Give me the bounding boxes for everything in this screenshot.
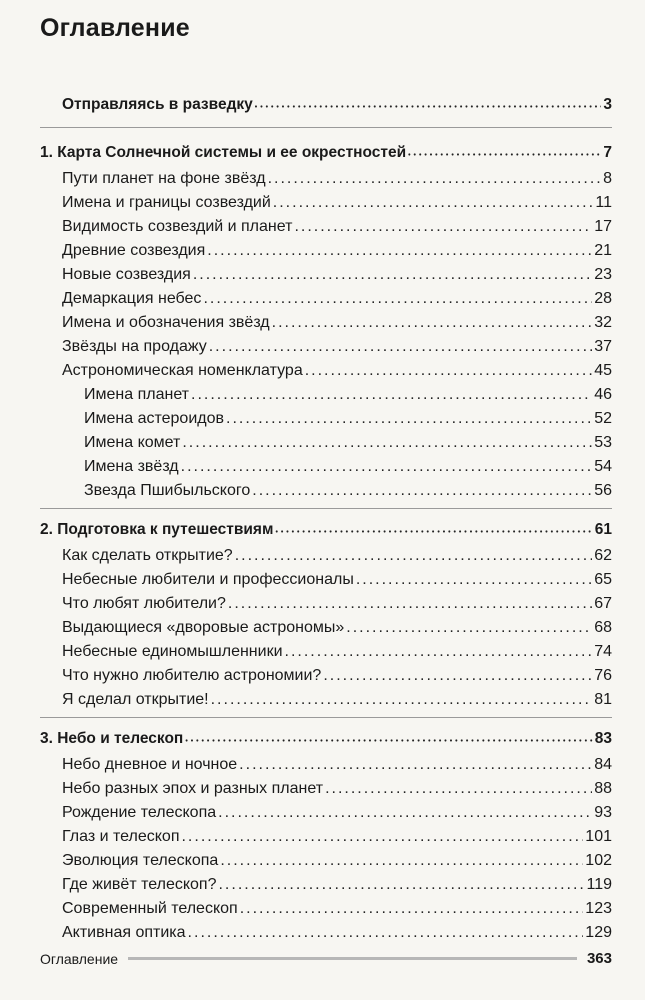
item-page: 123 <box>585 900 612 917</box>
toc-item[interactable] <box>62 570 612 590</box>
item-label: Небесные единомышленники <box>62 643 283 660</box>
toc-item[interactable] <box>62 803 612 823</box>
item-page: 102 <box>585 852 612 869</box>
toc-item[interactable] <box>62 875 612 895</box>
leader-dots <box>323 666 592 686</box>
toc-intro-page: 3 <box>603 96 612 113</box>
toc-section-2[interactable] <box>40 520 612 543</box>
leader-dots <box>209 337 592 357</box>
leader-dots <box>218 803 592 823</box>
toc-item[interactable] <box>62 642 612 662</box>
page-title: Оглавление <box>40 14 190 42</box>
leader-dots <box>207 241 592 261</box>
section-page: 61 <box>594 521 612 538</box>
divider <box>40 717 612 718</box>
item-page: 45 <box>594 362 612 379</box>
toc-item[interactable] <box>62 923 612 943</box>
item-page: 81 <box>594 691 612 708</box>
item-page: 101 <box>585 828 612 845</box>
item-label: Активная оптика <box>62 924 186 941</box>
item-page: 67 <box>594 595 612 612</box>
leader-dots <box>228 594 592 614</box>
toc-item[interactable] <box>62 755 612 775</box>
item-label: Имена комет <box>84 434 181 451</box>
item-label: Имена планет <box>84 386 190 403</box>
item-label: Видимость созвездий и планет <box>62 218 293 235</box>
item-label: Глаз и телескоп <box>62 828 180 845</box>
item-page: 28 <box>594 290 612 307</box>
item-page: 11 <box>595 194 612 211</box>
leader-dots <box>235 546 593 566</box>
section-label: 3. Небо и телескоп <box>40 730 184 747</box>
toc-item[interactable] <box>62 217 612 237</box>
item-page: 8 <box>603 170 612 187</box>
item-label: Где живёт телескоп? <box>62 876 217 893</box>
leader-dots <box>211 690 593 710</box>
item-page: 17 <box>594 218 612 235</box>
item-label: Рождение телескопа <box>62 804 217 821</box>
item-page: 129 <box>585 924 612 941</box>
page-footer <box>40 950 612 967</box>
toc-item[interactable] <box>62 779 612 799</box>
leader-dots <box>305 361 592 381</box>
item-page: 62 <box>594 547 612 564</box>
section-label: 1. Карта Солнечной системы и ее окрестностей <box>40 144 407 161</box>
toc-item[interactable] <box>62 241 612 261</box>
item-page: 32 <box>594 314 612 331</box>
toc-item[interactable] <box>62 169 612 189</box>
leader-dots <box>220 851 583 871</box>
item-label: Новые созвездия <box>62 266 191 283</box>
item-page: 76 <box>594 667 612 684</box>
toc-subitem[interactable] <box>84 433 612 453</box>
leader-dots <box>273 193 594 213</box>
footer-rule <box>128 957 577 960</box>
toc-intro-label: Отправляясь в разведку <box>62 96 253 113</box>
item-label: Современный телескоп <box>62 900 238 917</box>
leader-dots <box>239 755 592 775</box>
item-label: Небо разных эпох и разных планет <box>62 780 324 797</box>
leader-dots <box>191 385 592 405</box>
leader-dots <box>325 779 592 799</box>
leader-dots <box>240 899 584 919</box>
item-page: 37 <box>594 338 612 355</box>
toc-item[interactable] <box>62 666 612 686</box>
leader-dots <box>408 143 601 166</box>
toc-item[interactable] <box>62 289 612 309</box>
item-page: 68 <box>594 619 612 636</box>
toc-intro[interactable] <box>62 95 612 118</box>
item-page: 84 <box>594 756 612 773</box>
section-label: 2. Подготовка к путешествиям <box>40 521 274 538</box>
item-label: Пути планет на фоне звёзд <box>62 170 266 187</box>
leader-dots <box>193 265 592 285</box>
toc-subitem[interactable] <box>84 457 612 477</box>
item-label: Небесные любители и профессионалы <box>62 571 354 588</box>
item-label: Выдающиеся «дворовые астрономы» <box>62 619 345 636</box>
leader-dots <box>255 95 602 118</box>
footer-label: Оглавление <box>40 950 119 967</box>
leader-dots <box>294 217 592 237</box>
leader-dots <box>226 409 592 429</box>
leader-dots <box>356 570 592 590</box>
item-page: 88 <box>594 780 612 797</box>
toc-item[interactable] <box>62 899 612 919</box>
toc-subitem[interactable] <box>84 409 612 429</box>
toc-section-1[interactable] <box>40 143 612 166</box>
toc-item[interactable] <box>62 618 612 638</box>
leader-dots <box>268 169 602 189</box>
item-page: 65 <box>594 571 612 588</box>
item-page: 74 <box>594 643 612 660</box>
leader-dots <box>218 875 584 895</box>
leader-dots <box>181 827 583 847</box>
item-label: Что нужно любителю астрономии? <box>62 667 322 684</box>
toc-item[interactable] <box>62 337 612 357</box>
leader-dots <box>188 923 584 943</box>
leader-dots <box>252 481 592 501</box>
item-label: Древние созвездия <box>62 242 206 259</box>
item-label: Имена и границы созвездий <box>62 194 271 211</box>
leader-dots <box>203 289 592 309</box>
leader-dots <box>346 618 592 638</box>
item-page: 52 <box>594 410 612 427</box>
toc-item[interactable] <box>62 546 612 566</box>
item-label: Звезда Пшибыльского <box>84 482 251 499</box>
item-label: Я сделал открытие! <box>62 691 209 708</box>
item-label: Имена звёзд <box>84 458 179 475</box>
toc-item[interactable] <box>62 851 612 871</box>
toc-item[interactable] <box>62 690 612 710</box>
item-page: 93 <box>594 804 612 821</box>
item-page: 56 <box>594 482 612 499</box>
item-page: 53 <box>594 434 612 451</box>
item-page: 21 <box>594 242 612 259</box>
item-label: Что любят любители? <box>62 595 226 612</box>
toc-item[interactable] <box>62 313 612 333</box>
item-page: 54 <box>594 458 612 475</box>
divider <box>40 127 612 128</box>
toc-item[interactable] <box>62 827 612 847</box>
section-page: 7 <box>603 144 612 161</box>
item-label: Имена и обозначения звёзд <box>62 314 270 331</box>
toc-subitem[interactable] <box>84 385 612 405</box>
item-label: Небо дневное и ночное <box>62 756 238 773</box>
item-label: Эволюция телескопа <box>62 852 219 869</box>
leader-dots <box>285 642 593 662</box>
toc-item[interactable] <box>62 594 612 614</box>
divider <box>40 508 612 509</box>
section-page: 83 <box>594 730 612 747</box>
leader-dots <box>275 520 592 543</box>
leader-dots <box>185 729 592 752</box>
toc-item[interactable] <box>62 193 612 213</box>
toc-subitem[interactable] <box>84 481 612 501</box>
leader-dots <box>181 457 593 477</box>
item-label: Астрономическая номенклатура <box>62 362 303 379</box>
toc-item[interactable] <box>62 361 612 381</box>
item-page: 119 <box>586 876 612 893</box>
leader-dots <box>272 313 593 333</box>
toc-section-3[interactable] <box>40 729 612 752</box>
item-label: Демаркация небес <box>62 290 202 307</box>
page-number: 363 <box>586 950 612 967</box>
item-label: Звёзды на продажу <box>62 338 207 355</box>
item-label: Имена астероидов <box>84 410 224 427</box>
leader-dots <box>182 433 592 453</box>
item-page: 23 <box>594 266 612 283</box>
item-label: Как сделать открытие? <box>62 547 233 564</box>
toc-item[interactable] <box>62 265 612 285</box>
item-page: 46 <box>594 386 612 403</box>
